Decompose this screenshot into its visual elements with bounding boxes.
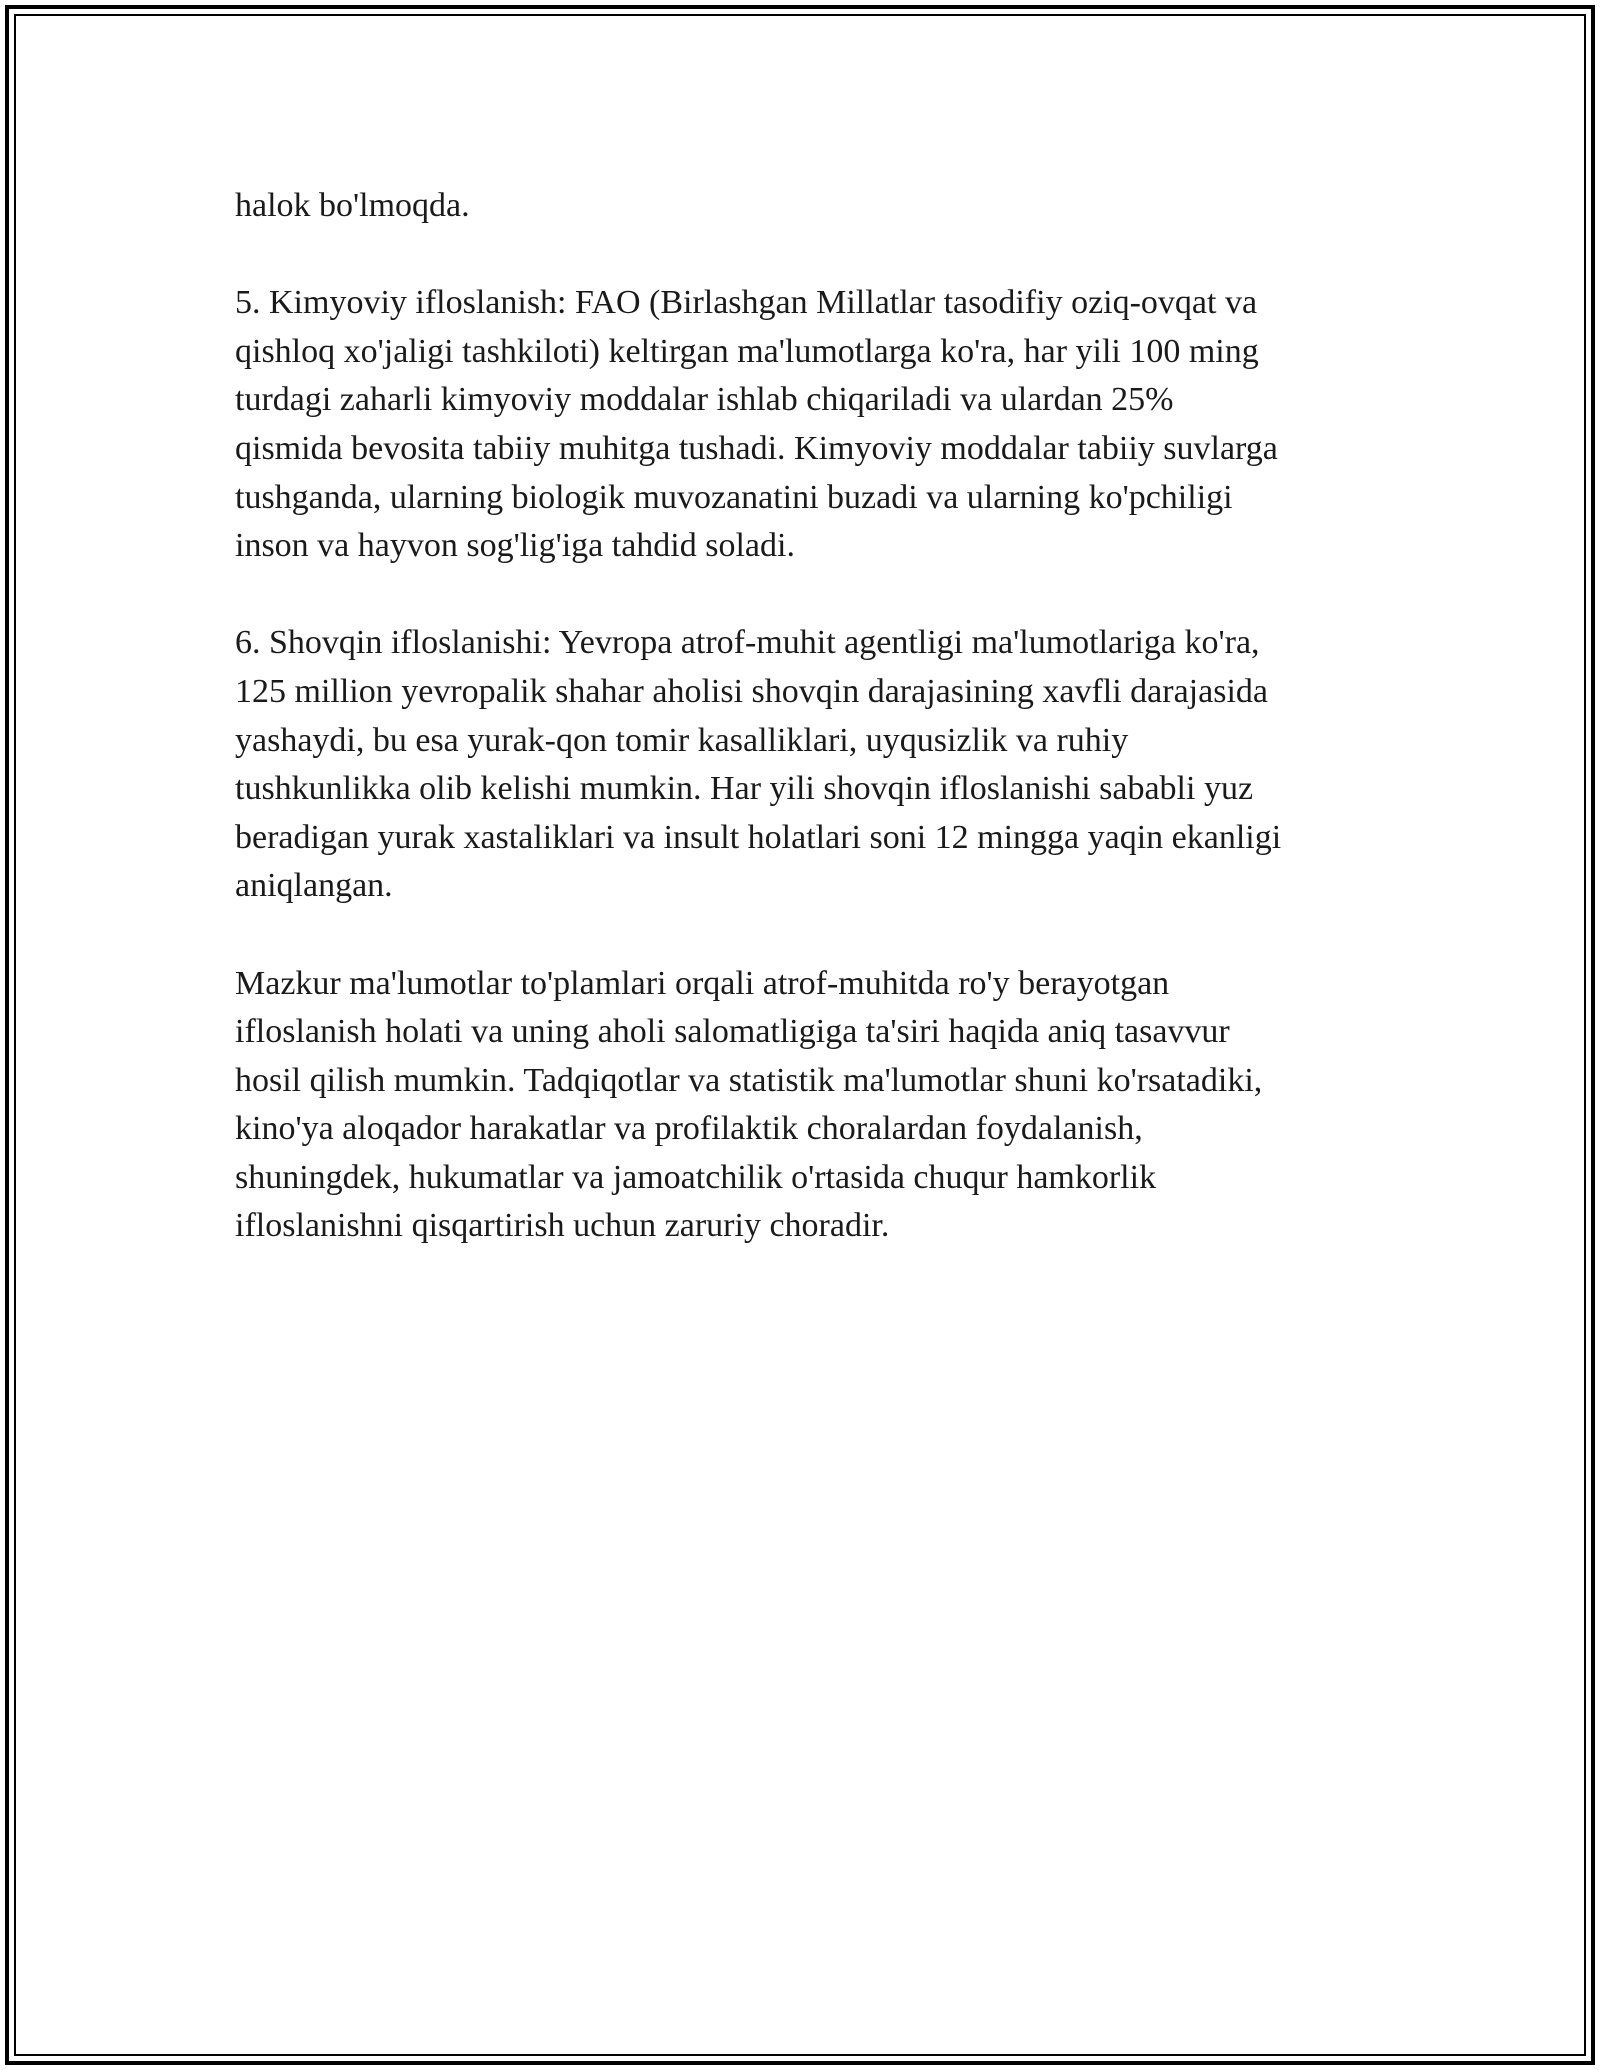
- document-body: [235, 182, 1375, 1300]
- paragraph-conclusion: Mazkur ma'lumotlar to'plamlari orqali atrof-muhitda ro'y berayotgan ifloslanish holati va uning aholi salomatligiga ta'siri haqida aniq tasavvur hosil qilish mumkin. Tadqiqotlar va statistik ma'lumotlar shuni ko'rsatadiki, kino'ya aloqador harakatlar va profilaktik choralardan foydalanish, shuningdek, hukumatlar va jamoatchilik o'rtasida chuqur hamkorlik ifloslanishni qisqartirish uchun zaruriy choradir.: [235, 964, 1263, 1245]
- paragraph-noise-pollution: 6. Shovqin ifloslanishi: Yevropa atrof-muhit agentligi ma'lumotlariga ko'ra, 125 million yevropalik shahar aholisi shovqin darajasining xavfli darajasida yashaydi, bu esa yurak-qon tomir kasalliklari, uyqusizlik va ruhiy tushkunlikka olib kelishi mumkin. Har yili shovqin ifloslanishi sababli yuz beradigan yurak xastaliklari va insult holatlari soni 12 mingga yaqin ekanligi aniqlangan.: [235, 624, 1282, 905]
- paragraph-chemical-pollution: 5. Kimyoviy ifloslanish: FAO (Birlashgan Millatlar tasodifiy oziq-ovqat va qishloq xo'jaligi tashkiloti) keltirgan ma'lumotlarga ko'ra, har yili 100 ming turdagi zaharli kimyoviy moddalar ishlab chiqariladi va ulardan 25% qismida bevosita tabiiy muhitga tushadi. Kimyoviy moddalar tabiiy suvlarga tushganda, ularning biologik muvozanatini buzadi va ularning ko'pchiligi inson va hayvon sog'lig'iga tahdid soladi.: [235, 284, 1278, 565]
- paragraph-continuation: halok bo'lmoqda.: [235, 187, 470, 224]
